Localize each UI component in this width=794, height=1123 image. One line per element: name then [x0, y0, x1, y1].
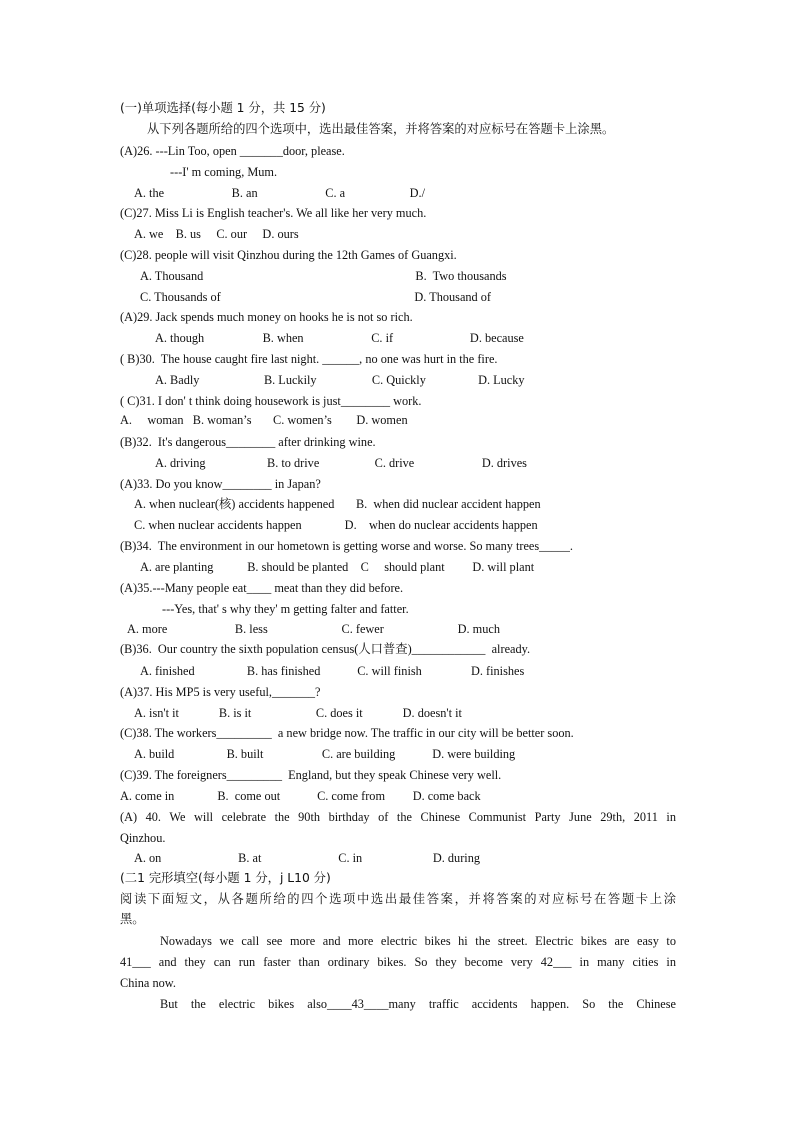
- question-34-options: A. are planting B. should be planted C should plant D. will plant: [140, 560, 535, 574]
- question-28-options-ab: A. Thousand B. Two thousands: [140, 269, 507, 283]
- question-39-options: A. come in B. come out C. come from D. come back: [120, 789, 481, 803]
- question-30-options: A. Badly B. Luckily C. Quickly D. Lucky: [155, 373, 525, 387]
- question-28: (C)28. people will visit Qinzhou during the 12th Games of Guangxi.: [120, 248, 457, 262]
- passage-line-2: 41___ and they can run faster than ordinary bikes. So they become very 42___ in many cities in: [120, 955, 676, 969]
- question-35-dialogue: ---Yes, that' s why they' m getting falter and fatter.: [162, 602, 409, 616]
- question-26: (A)26. ---Lin Too, open _______door, please.: [120, 144, 345, 158]
- passage-line-3: China now.: [120, 976, 176, 990]
- question-30: ( B)30. The house caught fire last night. ______, no one was hurt in the fire.: [120, 352, 498, 366]
- question-38-options: A. build B. built C. are building D. were building: [134, 747, 516, 761]
- question-33-options-cd: C. when nuclear accidents happen D. when do nuclear accidents happen: [134, 518, 538, 532]
- question-37: (A)37. His MP5 is very useful,_______?: [120, 685, 321, 699]
- question-33-options-ab: A. when nuclear(核) accidents happened B. when did nuclear accident happen: [134, 497, 541, 511]
- question-33: (A)33. Do you know________ in Japan?: [120, 477, 321, 491]
- question-40-options: A. on B. at C. in D. during: [134, 851, 481, 865]
- question-36: (B)36. Our country the sixth population census(人口普查)____________ already.: [120, 642, 531, 656]
- cloze-instruction: 阅读下面短文，从各题所给的四个选项中选出最佳答案，并将答案的对应标号在答题卡上涂: [120, 892, 676, 906]
- question-35-options: A. more B. less C. fewer D. much: [127, 622, 500, 636]
- question-26-options: A. the B. an C. a D./: [134, 186, 426, 200]
- question-37-options: A. isn't it B. is it C. does it D. doesn't it: [134, 706, 462, 720]
- question-36-options: A. finished B. has finished C. will finish D. finishes: [140, 664, 525, 678]
- section-heading-cloze: (二1 完形填空(每小题 1 分，j L10 分): [120, 871, 331, 885]
- question-40: (A) 40. We will celebrate the 90th birthday of the Chinese Communist Party June 29th, 2011 in: [120, 810, 676, 824]
- question-34: (B)34. The environment in our hometown is getting worse and worse. So many trees_____.: [120, 539, 573, 553]
- question-32-options: A. driving B. to drive C. drive D. drives: [155, 456, 527, 470]
- question-29-options: A. though B. when C. if D. because: [155, 331, 524, 345]
- passage-line-4: But the electric bikes also____43____many traffic accidents happen. So the Chinese: [160, 997, 676, 1011]
- question-38: (C)38. The workers_________ a new bridge now. The traffic in our city will be better soon.: [120, 726, 574, 740]
- question-26-dialogue: ---I' m coming, Mum.: [170, 165, 278, 179]
- passage-line-1: Nowadays we call see more and more electric bikes hi the street. Electric bikes are easy to: [160, 934, 676, 948]
- section-instruction: 从下列各题所给的四个选项中，选出最佳答案，并将答案的对应标号在答题卡上涂黑。: [147, 122, 615, 136]
- question-31-options: A. woman B. woman’s C. women’s D. women: [120, 413, 408, 427]
- question-27: (C)27. Miss Li is English teacher's. We all like her very much.: [120, 206, 427, 220]
- section-heading-choice: (一)单项选择(每小题 1 分，共 15 分): [120, 101, 326, 115]
- question-27-options: A. we B. us C. our D. ours: [134, 227, 299, 241]
- question-39: (C)39. The foreigners_________ England, but they speak Chinese very well.: [120, 768, 502, 782]
- question-35: (A)35.---Many people eat____ meat than they did before.: [120, 581, 404, 595]
- question-32: (B)32. It's dangerous________ after drinking wine.: [120, 435, 376, 449]
- question-29: (A)29. Jack spends much money on hooks he is not so rich.: [120, 310, 413, 324]
- question-28-options-cd: C. Thousands of D. Thousand of: [140, 290, 492, 304]
- question-40-continued: Qinzhou.: [120, 831, 166, 845]
- question-31: ( C)31. I don' t think doing housework is just________ work.: [120, 394, 422, 408]
- cloze-instruction-continued: 黑。: [120, 912, 145, 926]
